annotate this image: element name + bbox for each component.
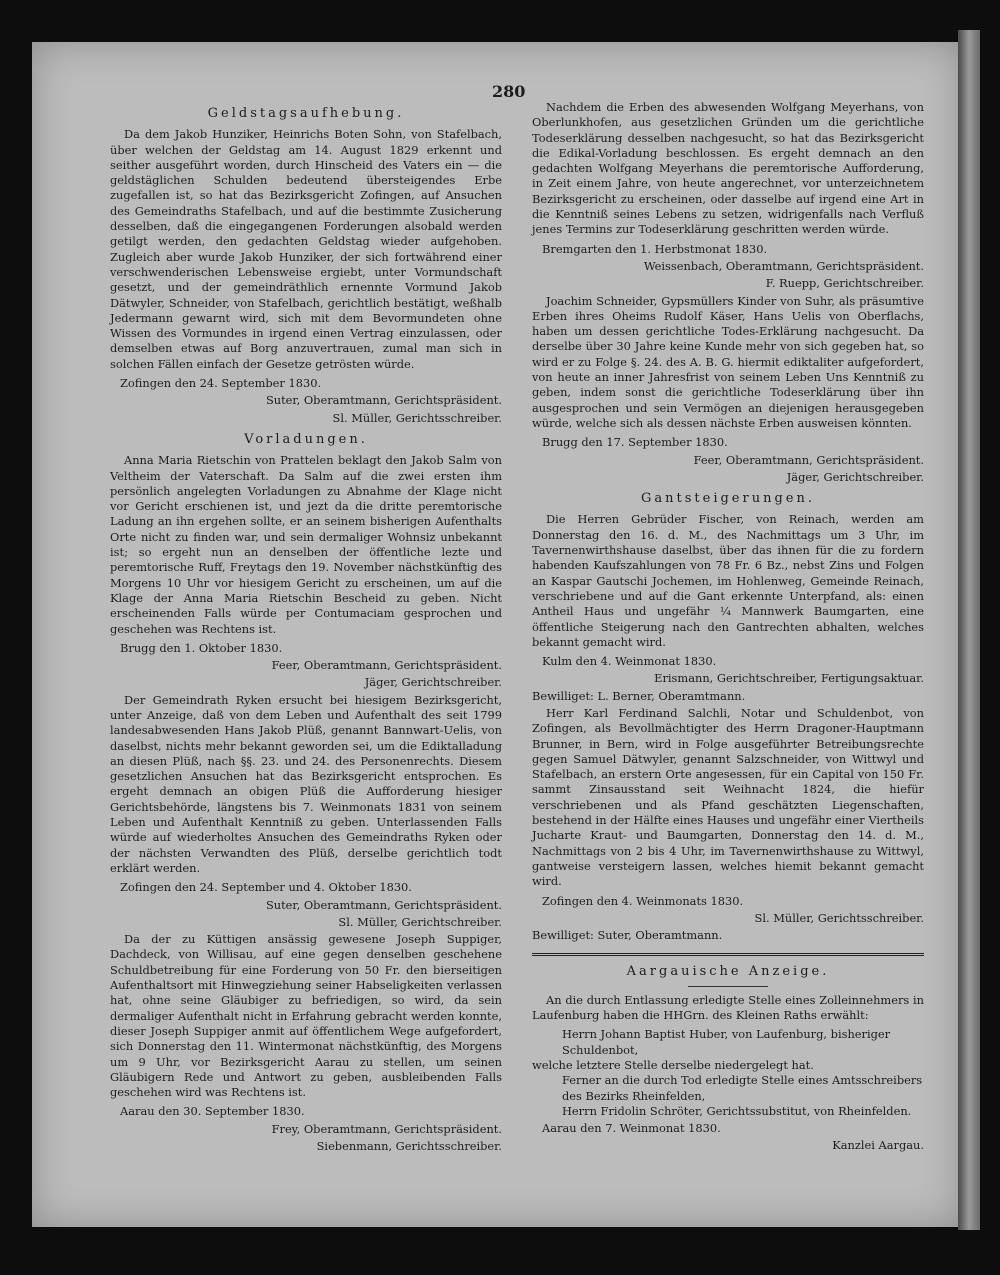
notice-date: Kulm den 4. Weinmonat 1830. — [542, 654, 717, 669]
notice-text: Joachim Schneider, Gypsmüllers Kinder von Suhr, als präsumtive Erben ihres Oheims Rudolf Käser, Hans Uelis von Oberflachs, haben um dessen gerichtliche Todes-Erklärung nachgesucht. Da derselbe über 30 Jahre keine Kunde mehr von sich gegeben hat, so wird er zu Folge §. 24. des A. B. G. hiermit ediktaliter aufgefordert, von heute an inner Jahresfrist von seinem Leben Uns Kenntniß zu geben, indem sonst die gerichtliche Todeserklärung über ihn ausgesprochen und sein Vermögen an diejenigen herausgegeben würde, welche sich als dessen nächste Erben ausweisen könnten. — [532, 293, 924, 430]
section-heading-gantsteigerungen: Gantsteigerungen. — [641, 491, 815, 507]
section-divider — [532, 953, 924, 956]
appointment-line: Herrn Johann Baptist Huber, von Laufenburg, bisheriger Schuldenbot, — [562, 1027, 891, 1057]
signature: Suter, Oberamtmann, Gerichtspräsident. — [265, 393, 502, 408]
notice-date: Aarau den 30. September 1830. — [120, 1104, 305, 1119]
signature: Sl. Müller, Gerichtschreiber. — [338, 914, 502, 929]
notice-date: Zofingen den 24. September 1830. — [120, 376, 322, 391]
signature: Feer, Oberamtmann, Gerichtspräsident. — [271, 658, 502, 673]
signature: Weissenbach, Oberamtmann, Gerichtspräsident. — [643, 258, 924, 273]
notice-text: Herr Karl Ferdinand Salchli, Notar und Schuldenbot, von Zofingen, als Bevollmächtigter des Herrn Dragoner-Hauptmann Brunner, in Bern, wird in Folge ausgeführter Betreibungsrechte gegen Samuel Dätwyler, genannt Salzschneider, von Wittwyl und Stafelbach, an erstern Orte angesessen, für ein Capital von 150 Fr. sammt Zinsausstand seit Weihnacht 1824, die hiefür verschriebenen und als Pfand geschätzten Liegenschaften, bestehend in der Hälfte eines Hauses und ungefähr einer Viertheils Jucharte Kraut- und Baumgarten, Donnerstag den 14. d. M., Nachmittags von 2 bis 4 Uhr, im Tavernenwirthshause zu Wittwyl, gantweise versteigern lassen, welches hiemit bekannt gemacht wird. — [532, 705, 924, 889]
signature: Sl. Müller, Gerichtsschreiber. — [754, 910, 924, 925]
notice-date: Zofingen den 4. Weinmonats 1830. — [542, 893, 744, 908]
notice-text: Nachdem die Erben des abwesenden Wolfgang Meyerhans, von Oberlunkhofen, aus gesetzlichen Gründen um die gerichtliche Todeserklärung desselben nachgesucht, so hat das Bezirksgericht die Edikal-Vorladung beschlossen. Es ergeht demnach an den gedachten Wolfgang Meyerhans die peremtorische Aufforderung, in Zeit einem Jahre, von heute angerechnet, vor unterzeichnetem Bezirksgericht zu erscheinen, oder dasselbe auf irgend eine Art in die Kenntniß seines Lebens zu setzen, widrigenfalls nach Verfluß jenes Termins zur Todeserklärung geschritten werden würde. — [532, 100, 924, 237]
notice-text: Anna Maria Rietschin von Prattelen beklagt den Jakob Salm von Veltheim der Vaterschaft. Da Salm auf die zwei ersten ihm persönlich angelegten Vorladungen zu Abnahme der Klage nicht vor Gericht erschienen ist, und jezt da die dritte peremtorische Ladung an ihn ergehen sollte, er an seinem bisherigen Aufenthalts Orte nicht zu finden war, und sein dermaliger Wohnsiz unbekannt ist; so ergeht nun an denselben der öffentliche lezte und peremtorische Ruff, Freytags den 19. November nächstkünftig des Morgens 10 Uhr vor hiesigem Gericht zu erscheinen, um auf die Klage der Anna Maria Rietschin Bescheid zu geben. Nicht erscheinenden Falls würde per Contumaciam gesprochen und geschehen was Rechtens ist. — [110, 453, 502, 636]
section-heading-aargauische-anzeige: Aargauische Anzeige. — [626, 964, 830, 980]
notice-date: Brugg den 1. Oktober 1830. — [120, 640, 283, 655]
notice-text: Die Herren Gebrüder Fischer, von Reinach, werden am Donnerstag den 16. d. M., des Nachmittags um 3 Uhr, im Tavernenwirthshause daselbst, über das ihnen für die zu fordern habenden Kaufszahlungen von 78 Fr. 6 Bz., nebst Zins und Folgen an Kaspar Gautschi Jochemen, im Hohlenweg, Gemeinde Reinach, verschriebene und auf die Gant erkennte Unterpfand, als: einen Antheil Haus und ungefähr ¼ Mannwerk Baumgarten, eine öffentliche Steigerung nach den Gantrechten abhalten, welches bekannt gemacht wird. — [532, 512, 924, 649]
appointment-line: welche letztere Stelle derselbe niedergelegt hat. — [532, 1057, 814, 1072]
notice-date: Aarau den 7. Weinmonat 1830. — [542, 1121, 721, 1136]
approval-line: Bewilliget: Suter, Oberamtmann. — [532, 928, 723, 943]
signature: Jäger, Gerichtschreiber. — [786, 469, 924, 484]
signature: Sl. Müller, Gerichtsschreiber. — [332, 410, 502, 425]
signature: Frey, Oberamtmann, Gerichtspräsident. — [271, 1121, 502, 1136]
notice-date: Brugg den 17. September 1830. — [542, 435, 728, 450]
appointment-line: Ferner an die durch Tod erledigte Stelle eines Amtsschreibers des Bezirks Rheinfelden, — [562, 1073, 923, 1103]
page-number: 280 — [492, 82, 526, 101]
notice-text: Der Gemeindrath Ryken ersucht bei hiesigem Bezirksgericht, unter Anzeige, daß von dem Leben und Aufenthalt des seit 1799 landesabwesenden Hans Jakob Plüß, genannt Bannwart-Uelis, von daselbst, nichts mehr bekannt geworden sei, um die Ediktalladung an diesen Plüß, nach §§. 23. und 24. des Personenrechts. Diesem gesetzlichen Ansuchen hat das Bezirksgericht entsprochen. Es ergeht demnach an obigen Plüß die Aufforderung hiesiger Gerichtsbehörde, längstens bis 7. Weinmonats 1831 von seinem Leben und Aufenthalt Kenntniß zu geben. Unterlassenden Falls würde auf wiederholtes Ansuchen des Gemeindraths Ryken oder der nächsten Verwandten des Plüß, derselbe gerichtlich todt erklärt werden. — [110, 692, 502, 875]
left-column — [110, 100, 502, 1156]
notice-text: An die durch Entlassung erledigte Stelle eines Zolleinnehmers in Laufenburg haben die HHGrn. des Kleinen Raths erwählt: — [532, 992, 924, 1023]
signature: Erismann, Gerichtschreiber, Fertigungsaktuar. — [654, 671, 924, 686]
heading-underline — [688, 986, 768, 987]
approval-line: Bewilliget: L. Berner, Oberamtmann. — [532, 688, 746, 703]
notice-text: Da dem Jakob Hunziker, Heinrichs Boten Sohn, von Stafelbach, über welchen der Geldstag am 14. August 1829 erkennt und seither ausgeführt worden, durch Hinscheid des Vaters ein — die geldstäglichen Schulden bedeutend übersteigendes Erbe zugefallen ist, so hat das Bezirksgericht Zofingen, auf Ansuchen des Gemeindraths Stafelbach, und auf die bestimmte Zusicherung desselben, daß die eingegangenen Forderungen alsobald werden getilgt werden, den gedachten Geldstag wieder aufgehoben. Zugleich aber wurde Jakob Hunziker, der sich fortwährend einer verschwenderischen Lebensweise ergiebt, unter Vormundschaft gesetzt, und der gemeindräthlich ernennte Vormund Jakob Dätwyler, Schneider, von Stafelbach, gerichtlich bestätigt, weßhalb Jedermann gewarnt wird, sich mit dem Bevormundeten ohne Wissen des Vormundes in irgend einen Vertrag einzulassen, oder demselben etwas auf Borg anzuvertrauen, zumal man sich in solchen Fällen einfach der Gesetze getrösten würde. — [110, 127, 502, 371]
page-edge — [958, 30, 980, 1230]
signature: F. Ruepp, Gerichtschreiber. — [765, 276, 924, 291]
section-heading-geldstag: Geldstagsaufhebung. — [207, 106, 405, 121]
signature: Kanzlei Aargau. — [832, 1138, 924, 1153]
notice-date: Zofingen den 24. September und 4. Oktober 1830. — [120, 880, 412, 895]
newspaper-page — [32, 42, 962, 1227]
signature: Feer, Oberamtmann, Gerichtspräsident. — [693, 452, 924, 467]
section-heading-vorladungen: Vorladungen. — [244, 431, 368, 447]
appointment-line: Herrn Fridolin Schröter, Gerichtssubstitut, von Rheinfelden. — [562, 1103, 912, 1118]
signature: Suter, Oberamtmann, Gerichtspräsident. — [265, 897, 502, 912]
signature: Siebenmann, Gerichtsschreiber. — [316, 1139, 502, 1153]
notice-date: Bremgarten den 1. Herbstmonat 1830. — [542, 241, 768, 256]
signature: Jäger, Gerichtschreiber. — [364, 675, 502, 690]
right-column — [532, 100, 924, 1156]
notice-text: Da der zu Küttigen ansässig gewesene Joseph Suppiger, Dachdeck, von Willisau, auf eine gegen denselben geschehene Schuldbetreibung für eine Forderung von 50 Fr. den bierseitigen Aufenthaltsort mit Hinwegziehung seiner Habseligkeiten verlassen hat, ohne seine Gläubiger zu befriedigen, so wird, da sein dermaliger Aufenthalt nicht in Erfahrung gebracht werden konnte, dieser Joseph Suppiger anmit auf öffentlichem Wege aufgefordert, sich Donnerstag den 11. Wintermonat nächstkünftig, des Morgens um 9 Uhr, vor Bezirksgericht Aarau zu stellen, um seinen Gläubigern Rede und Antwort zu geben, ausbleibenden Falls geschehen wird was Rechtens ist. — [110, 932, 502, 1100]
